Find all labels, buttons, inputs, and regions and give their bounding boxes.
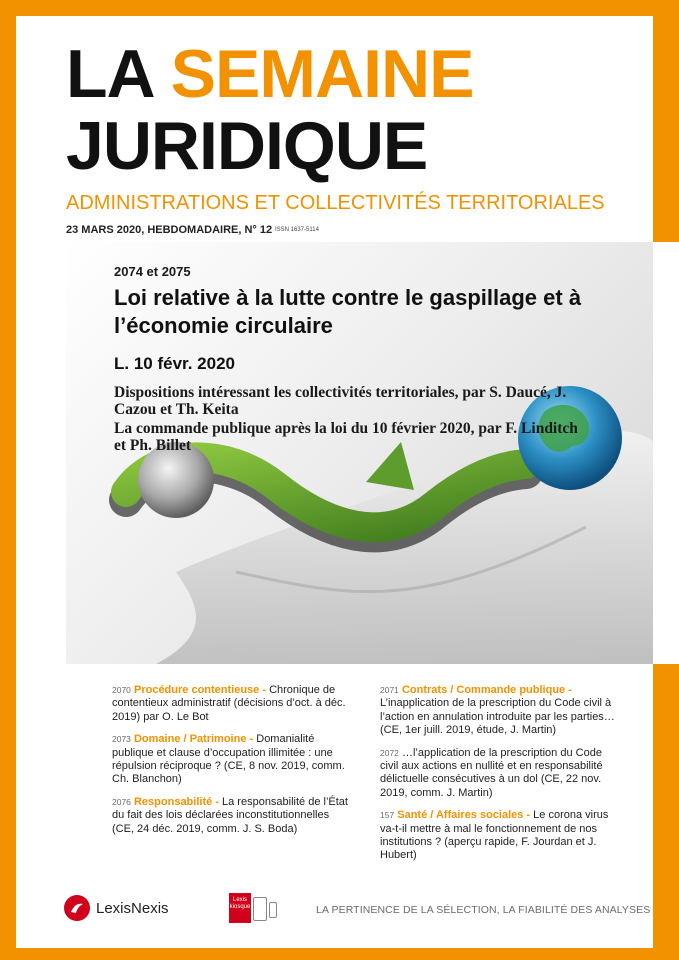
issn-number: ISSN 1637-5114 <box>275 227 319 233</box>
lexis-kiosque-logo <box>229 893 283 923</box>
cover-hero <box>66 242 653 664</box>
masthead-word-juridique: JURIDIQUE <box>66 108 428 184</box>
cover-story-articles <box>114 384 584 455</box>
cover-story-title: Loi relative à la lutte contre le gaspillage et à l’économie circulaire <box>114 285 582 338</box>
entry-text: …l’application de la prescription du Code civil aux actions en nullité et en responsabilité délictuelle consécutives à un dol (CE, 22 nov. 2019, comm. J. Martin) <box>380 746 603 799</box>
entry-rubric: Responsabilité - <box>133 795 219 808</box>
footer-tagline: LA PERTINENCE DE LA SÉLECTION, LA FIABILITÉ DES ANALYSES <box>316 904 651 916</box>
cover-article: Dispositions intéressant les collectivités territoriales, par S. Daucé, J. Cazou et Th. Keita <box>114 384 567 419</box>
masthead-title <box>66 36 474 184</box>
entry-number: 2073 <box>112 734 131 745</box>
summary-column-right <box>380 684 620 872</box>
entry-number: 2072 <box>380 747 399 758</box>
entry-text: Le corona virus va-t-il mettre à mal le fonctionnement de nos institutions ? (aperçu rapide, F. Jourdan et J. Hubert) <box>380 809 609 862</box>
orange-frame-right-top <box>653 0 679 242</box>
orange-frame-top <box>0 0 679 16</box>
orange-frame-left <box>0 0 16 960</box>
entry-number: 2076 <box>112 796 131 807</box>
orange-frame-right-bottom <box>653 664 679 960</box>
cover-story-law: L. 10 févr. 2020 <box>114 354 235 373</box>
entry-number: 157 <box>380 810 395 821</box>
entry-text: Domanialité publique et clause d’occupation illimitée : une répulsion réciproque ? (CE, 8 nov. 2019, comm. Ch. Blanchon) <box>112 733 345 786</box>
summary-column-left <box>112 684 348 845</box>
entry-rubric: Procédure contentieuse - <box>133 684 267 696</box>
issue-dateline: 23 MARS 2020, HEBDOMADAIRE, N° 12 <box>66 224 273 236</box>
entry-text: Chronique de contentieux administratif (décisions d’oct. à déc. 2019) par O. Le Bot <box>112 684 346 723</box>
lexisnexis-logo <box>64 895 169 921</box>
edition-subtitle: ADMINISTRATIONS ET COLLECTIVITÉS TERRITORIALES <box>66 192 605 214</box>
orange-frame-bottom <box>0 948 679 960</box>
summary-entry <box>112 796 348 836</box>
masthead-word-semaine: SEMAINE <box>170 36 474 112</box>
entry-number: 2070 <box>112 685 131 695</box>
publisher-name: LexisNexis <box>96 899 169 917</box>
summary-entry <box>380 684 620 738</box>
entry-rubric: Contrats / Commande publique - <box>401 684 572 696</box>
kiosque-brand: Lexis <box>232 897 247 903</box>
masthead-word-la: LA <box>66 36 155 112</box>
tablet-icon <box>253 897 267 921</box>
summary-entry <box>112 684 348 724</box>
entry-number: 2071 <box>380 685 399 695</box>
entry-rubric: Santé / Affaires sociales - <box>397 809 531 822</box>
phone-icon <box>269 902 277 918</box>
entry-text: L’inapplication de la prescription du Code civil à l’action en annulation introduite par les parties… (CE, 1er juill. 2019, étude, J. Martin) <box>380 697 615 737</box>
cover-article: La commande publique après la loi du 10 février 2020, par F. Linditch et Ph. Billet <box>114 419 578 455</box>
summary-entry <box>112 733 348 787</box>
summary-entry <box>380 809 620 863</box>
entry-text: La responsabilité de l’État du fait des lois déclarées inconstitutionnelles (CE, 24 déc. 2019, comm. J. S. Boda) <box>112 795 348 835</box>
entry-rubric: Domaine / Patrimoine - <box>133 733 254 746</box>
kiosque-badge <box>229 893 251 923</box>
lexisnexis-mark-icon <box>64 895 90 921</box>
kiosque-label: kiosque <box>229 903 251 910</box>
summary-entry <box>380 747 620 801</box>
cover-story-numbers: 2074 et 2075 <box>114 264 191 279</box>
